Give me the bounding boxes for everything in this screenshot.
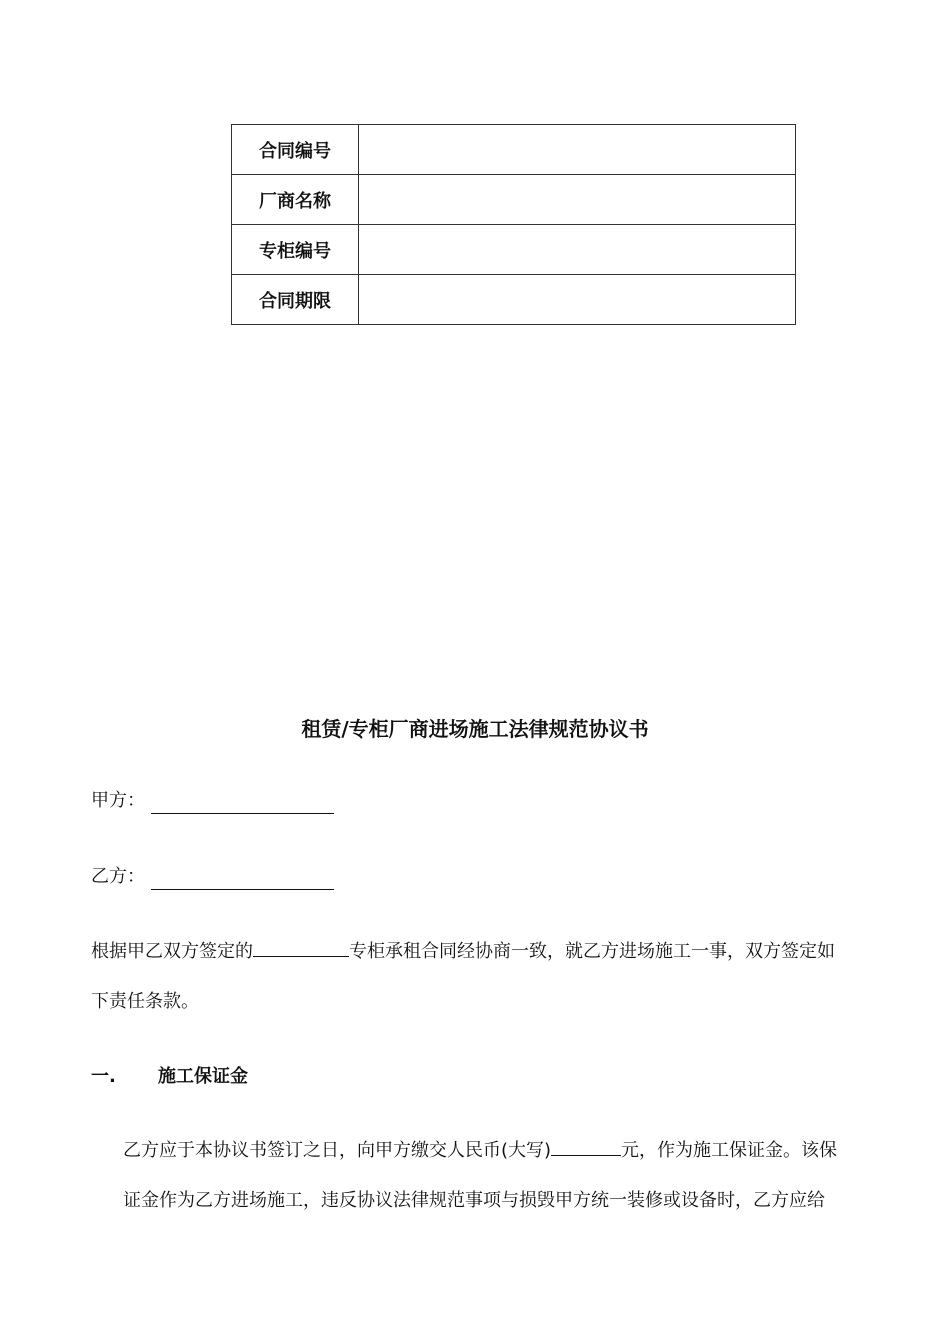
- section-1-number: 一.: [91, 1066, 116, 1087]
- section-1-text-1: 乙方应于本协议书签订之日，向甲方缴交人民币(大写): [123, 1140, 552, 1161]
- contract-term-value[interactable]: [359, 275, 796, 325]
- contract-term-label: 合同期限: [232, 275, 359, 325]
- intro-text-1: 根据甲乙双方签定的: [91, 941, 253, 962]
- party-b-blank[interactable]: [151, 867, 334, 890]
- party-b-label: 乙方：: [91, 866, 145, 887]
- party-a-blank[interactable]: [151, 791, 334, 814]
- contract-number-value[interactable]: [359, 125, 796, 175]
- contract-number-label: 合同编号: [232, 125, 359, 175]
- table-row: [232, 225, 796, 275]
- party-a-line: [91, 788, 334, 814]
- section-1-title: 施工保证金: [158, 1066, 248, 1087]
- table-row: [232, 175, 796, 225]
- deposit-amount-blank[interactable]: [551, 1135, 621, 1156]
- counter-number-value[interactable]: [359, 225, 796, 275]
- section-1-paragraph: [123, 1126, 888, 1226]
- intro-text-2: 专柜承租合同经协商一致，就乙方进场施工一事，双方签定如: [349, 941, 835, 962]
- vendor-name-label: 厂商名称: [232, 175, 359, 225]
- section-1-text-3: 证金作为乙方进场施工，违反协议法律规范事项与损毁甲方统一装修或设备时，乙方应给: [123, 1190, 825, 1211]
- intro-text-3: 下责任条款。: [91, 991, 199, 1012]
- section-1-heading: [91, 1062, 248, 1088]
- contract-info-table: [231, 124, 796, 325]
- section-1-text-2: 元，作为施工保证金。该保: [621, 1140, 838, 1161]
- intro-paragraph: [91, 927, 891, 1027]
- counter-number-label: 专柜编号: [232, 225, 359, 275]
- party-a-label: 甲方：: [91, 790, 145, 811]
- document-title: 租赁/专柜厂商进场施工法律规范协议书: [301, 717, 649, 741]
- party-b-line: [91, 864, 334, 890]
- table-row: [232, 125, 796, 175]
- vendor-name-value[interactable]: [359, 175, 796, 225]
- table-row: [232, 275, 796, 325]
- contract-name-blank[interactable]: [253, 936, 349, 957]
